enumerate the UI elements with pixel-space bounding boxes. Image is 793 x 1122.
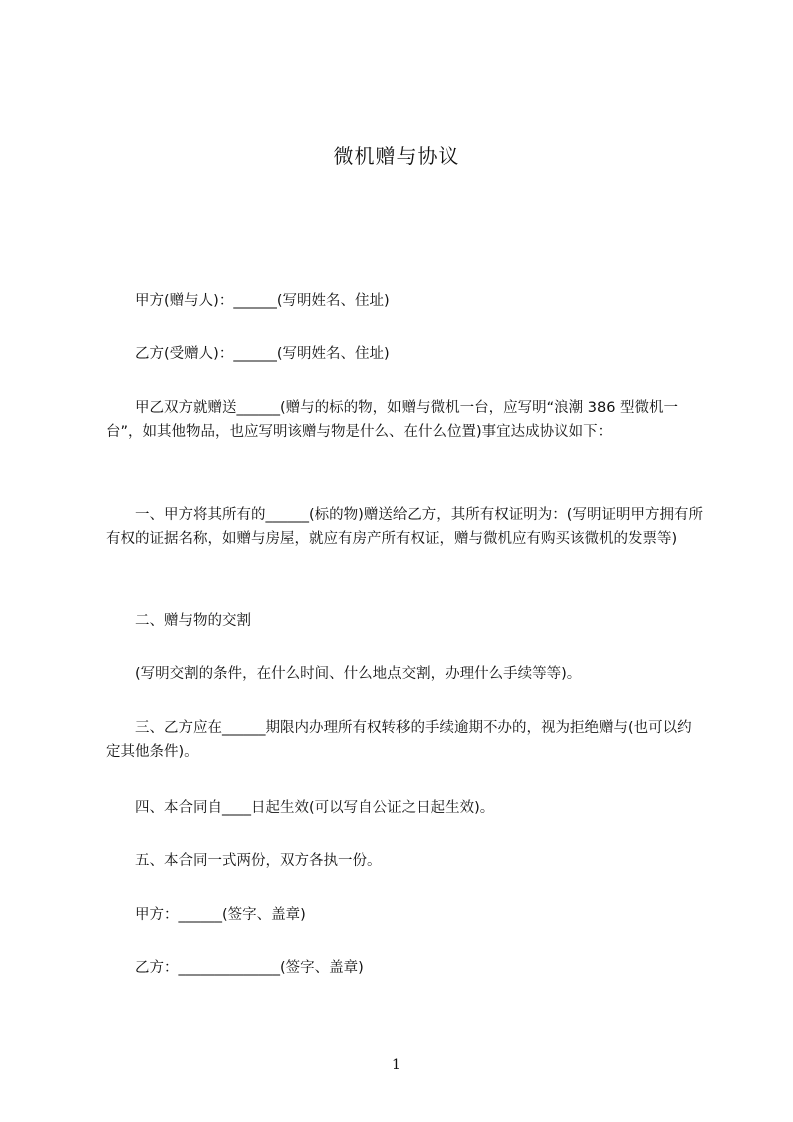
document-title: 微机赠与协议 (333, 144, 460, 168)
intro-paragraph: 甲乙双方就赠送______(赠与的标的物，如赠与微机一台，应写明“浪潮 386 型微机一台”，如其他物品，也应写明该赠与物是什么、在什么位置)事宜达成协议如下： (106, 400, 679, 440)
clause-4-paragraph: 四、本合同自____日起生效(可以写自公证之日起生效)。 (106, 800, 495, 816)
clause-5-paragraph: 五、本合同一式两份，双方各执一份。 (106, 853, 382, 869)
party-b-line: 乙方(受赠人)：______(写明姓名、住址) (106, 346, 390, 362)
clause-3-paragraph: 三、乙方应在______期限内办理所有权转移的手续逾期不办的，视为拒绝赠与(也可以约定其他条件)。 (106, 720, 692, 760)
clause-2-heading: 二、赠与物的交割 (106, 613, 251, 629)
signature-party-b: 乙方：______________(签字、盖章) (106, 960, 364, 976)
clause-1-paragraph: 一、甲方将其所有的______(标的物)赠送给乙方，其所有权证明为：(写明证明甲方拥有所有权的证据名称，如赠与房屋，就应有房产所有权证，赠与微机应有购买该微机的发票等) (106, 507, 703, 547)
signature-party-a: 甲方：______(签字、盖章) (106, 907, 306, 923)
page-number: 1 (392, 1057, 401, 1073)
party-a-line: 甲方(赠与人)：______(写明姓名、住址) (106, 293, 390, 309)
clause-2-body: (写明交割的条件，在什么时间、什么地点交割，办理什么手续等等)。 (106, 666, 582, 682)
